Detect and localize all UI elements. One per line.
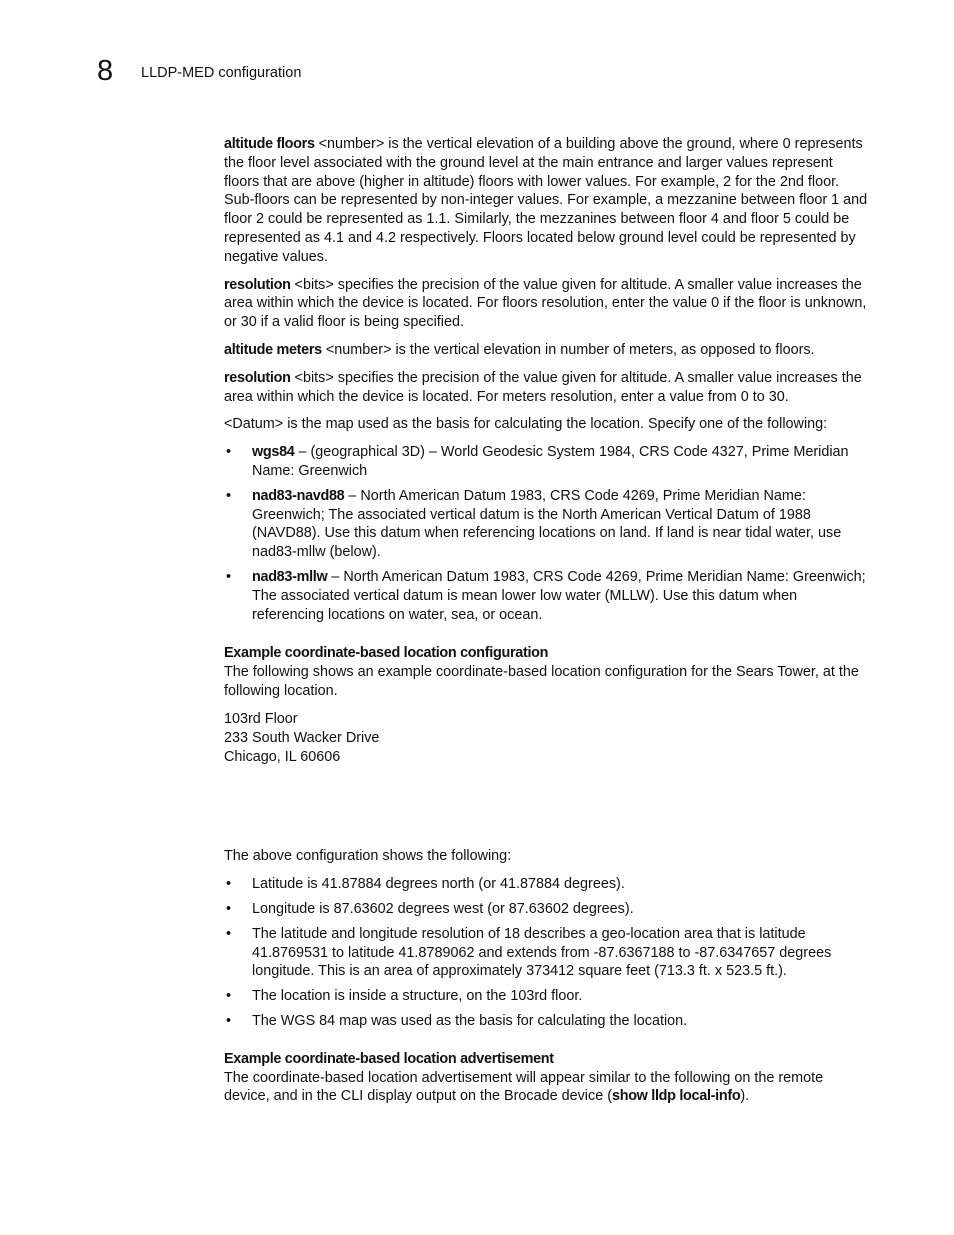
list-item [224,487,870,562]
keyword-nad83-navd88: nad83-navd88 [252,487,345,504]
keyword-resolution: resolution [224,276,291,293]
altitude-meters-paragraph [224,341,870,360]
chapter-title: LLDP-MED configuration [141,65,302,81]
bullet-icon: • [226,568,232,585]
address-line: 233 South Wacker Drive [224,729,380,746]
list-item-text: – North American Datum 1983, CRS Code 4269, Prime Meridian Name: Greenwich; The associated vertical datum is the North American Vertical Datum of 1988 (NAVD88). Use this datum when referencing locations on land. If land is near tidal water, use nad83-mllw (below). [252,487,842,561]
section-heading-configuration: Example coordinate-based location configuration [224,645,549,662]
address-block [224,710,870,766]
bullet-icon: • [226,1012,232,1029]
keyword-wgs84: wgs84 [252,444,295,461]
bullet-icon: • [226,487,232,504]
chapter-number: 8 [97,55,114,87]
command-show-lldp-local-info: show lldp local-info [612,1088,741,1105]
list-item-text: Latitude is 41.87884 degrees north (or 41.87884 degrees). [252,876,625,893]
bullet-icon: • [226,900,232,917]
advertisement-text: The coordinate-based location advertisement will appear similar to the following on the remote device, and in the CLI display output on the Brocade device ( [224,1069,824,1105]
list-item [224,875,870,894]
blank-space [224,775,870,847]
resolution-meters-paragraph [224,369,870,407]
bullet-icon: • [226,988,232,1005]
keyword-altitude-floors: altitude floors [224,136,315,152]
list-item [224,987,870,1006]
bullet-icon: • [226,925,232,942]
list-item-text: The latitude and longitude resolution of 18 describes a geo-location area that is latitude 41.8769531 to latitude 41.8789062 and extends from -87.6367188 to -87.6347657 degrees longitude. This is an area of approximately 373412 square feet (713.3 ft. x 523.5 ft.). [252,925,832,980]
keyword-resolution: resolution [224,369,291,386]
list-item [224,443,870,481]
datum-list [224,443,870,624]
bullet-icon: • [226,444,232,461]
advertisement-text-end: ). [740,1088,750,1105]
bullet-icon: • [226,876,232,893]
page-body [224,135,870,1115]
resolution-floors-text: <bits> specifies the precision of the value given for altitude. A smaller value increases the area within which the device is located. For floors resolution, enter the value 0 if the floor is unknown, or 30 if a valid floor is being specified. [224,276,867,331]
configuration-intro: The following shows an example coordinate-based location configuration for the Sears Tower, at the following location. [224,664,859,700]
datum-paragraph: <Datum> is the map used as the basis for calculating the location. Specify one of the following: [224,416,828,433]
list-item [224,1012,870,1031]
altitude-meters-text: <number> is the vertical elevation in number of meters, as opposed to floors. [321,341,815,358]
altitude-floors-paragraph [224,135,870,267]
list-item-text: The WGS 84 map was used as the basis for calculating the location. [252,1012,688,1029]
configuration-shows-list [224,875,870,1031]
list-item-text: – (geographical 3D) – World Geodesic System 1984, CRS Code 4327, Prime Meridian Name: Greenwich [252,444,849,479]
address-line: Chicago, IL 60606 [224,748,341,765]
list-item [224,900,870,919]
list-item-text: The location is inside a structure, on the 103rd floor. [252,988,583,1005]
resolution-floors-paragraph [224,276,870,332]
keyword-altitude-meters: altitude meters [224,341,322,358]
advertisement-paragraph [224,1069,870,1107]
address-line: 103rd Floor [224,710,298,727]
list-item-text: – North American Datum 1983, CRS Code 4269, Prime Meridian Name: Greenwich; The associated vertical datum is mean lower low water (MLLW). Use this datum when referencing locations on water, sea, or ocean. [252,568,866,623]
list-item-text: Longitude is 87.63602 degrees west (or 87.63602 degrees). [252,900,634,917]
altitude-floors-text: <number> is the vertical elevation of a building above the ground, where 0 represents the floor level associated with the ground level at the main entrance and larger values represent floors that are above (higher in altitude) floors with lower values. For example, 2 for the 2nd floor. Sub-floors can be represented by non-integer values. For example, a mezzanine between floor 1 and floor 2 could be represented as 1.1. Similarly, the mezzanines between floor 4 and floor 5 could be represented as 4.1 and 4.2 respectively. Floors located below ground level could be represented by negative values. [224,136,868,265]
list-item [224,925,870,981]
section-heading-advertisement: Example coordinate-based location advertisement [224,1050,554,1067]
above-configuration-paragraph: The above configuration shows the following: [224,848,512,865]
resolution-meters-text: <bits> specifies the precision of the value given for altitude. A smaller value increases the area within which the device is located. For meters resolution, enter a value from 0 to 30. [224,369,862,405]
list-item [224,568,870,624]
keyword-nad83-mllw: nad83-mllw [252,568,328,585]
